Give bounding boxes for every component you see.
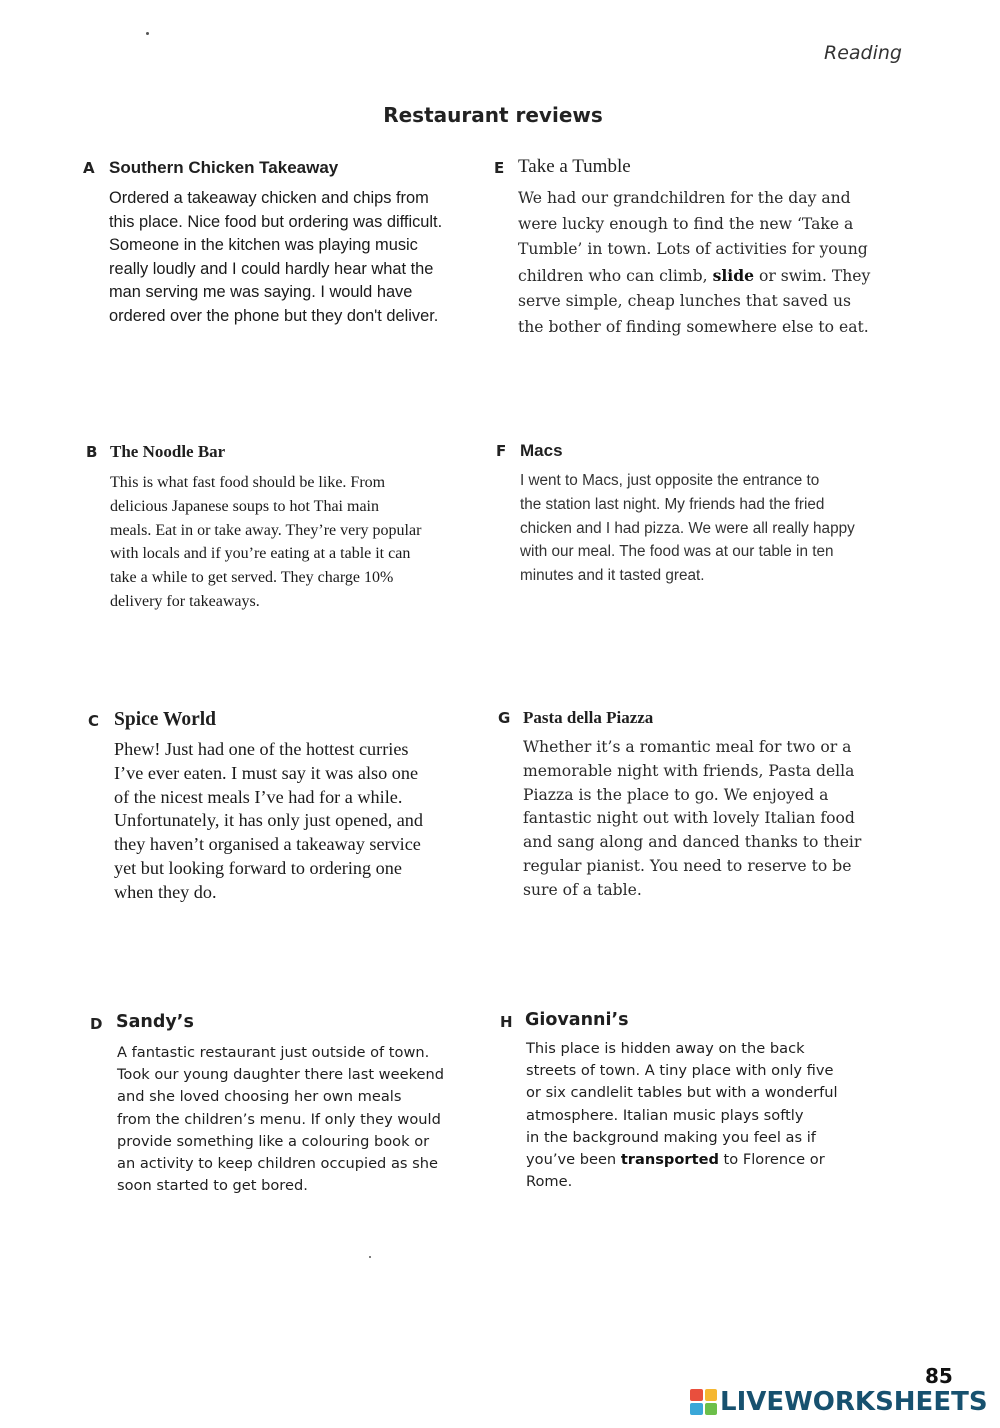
review-body: Phew! Just had one of the hottest curries I’ve ever eaten. I must say it was also one of the nicest meals I’ve had for a while. Unfortunately, it has only just opened, and they haven’t organised a takeaway service yet but looking forward to ordering one when they do.	[114, 739, 423, 902]
review-body: A fantastic restaurant just outside of town. Took our young daughter there last weekend and she loved choosing her own meals from the children’s menu. If only they would provide something like a colouring book or an activity to keep children occupied as she soon started to get bored.	[117, 1044, 444, 1195]
highlighted-word: transported	[620, 1151, 719, 1169]
review-body: Whether it’s a romantic meal for two or a memorable night with friends, Pasta della Piazza is the place to go. We enjoyed a fantastic night out with lovely Italian food and sang along and danced thanks to their regular pianist. You need to reserve to be sure of a table.	[523, 738, 862, 899]
review-body: Ordered a takeaway chicken and chips from this place. Nice food but ordering was difficult. Someone in the kitchen was playing music really loudly and I could hardly hear what the man serving me was saying. I would have ordered over the phone but they don't deliver.	[109, 189, 443, 325]
review-letter: B	[86, 443, 98, 461]
review-letter: A	[83, 159, 95, 177]
logo-square	[705, 1403, 718, 1415]
logo-square	[705, 1389, 718, 1401]
page-number: 85	[925, 1364, 953, 1388]
review-body: I went to Macs, just opposite the entrance to the station last night. My friends had the fried chicken and I had pizza. We were all really happy with our meal. The food was at our table in ten minutes and it tasted great.	[520, 472, 855, 585]
logo-square	[690, 1389, 703, 1401]
liveworksheets-logo-icon	[690, 1389, 717, 1415]
review-letter: E	[494, 159, 505, 177]
review-letter: D	[90, 1015, 103, 1033]
review-title: Spice World	[114, 709, 217, 730]
page-title: Restaurant reviews	[383, 103, 603, 127]
review-title: Southern Chicken Takeaway	[109, 158, 339, 177]
liveworksheets-brand[interactable]	[690, 1387, 988, 1417]
review-title: Sandy’s	[116, 1012, 194, 1032]
review-body: This is what fast food should be like. From delicious Japanese soups to hot Thai main meals. Eat in or take away. They’re very popular with locals and if you’re eating at a table it can take a while to get served. They charge 10% delivery for takeaways.	[110, 474, 422, 610]
section-label: Reading	[824, 42, 902, 64]
review-title: The Noodle Bar	[110, 442, 226, 461]
review-title: Giovanni’s	[525, 1010, 629, 1030]
review-title: Macs	[520, 441, 563, 460]
review-letter: H	[500, 1013, 513, 1031]
brand-name: LIVEWORKSHEETS	[720, 1387, 988, 1417]
review-letter: G	[498, 709, 511, 727]
logo-square	[690, 1403, 703, 1415]
review-title: Pasta della Piazza	[523, 708, 654, 727]
review-body: We had our grandchildren for the day and were lucky enough to find the new ‘Take a Tumble’ in town. Lots of activities for young children who can climb, slide or swim. They serve simple, cheap lunches that saved us the bother of finding somewhere else to eat.	[518, 189, 871, 336]
review-letter: F	[496, 442, 507, 460]
review-body: This place is hidden away on the back streets of town. A tiny place with only five or six candlelit tables but with a wonderful atmosphere. Italian music plays softly in the background making you feel as if you’ve been transported to Florence or Rome.	[526, 1040, 838, 1191]
review-title: Take a Tumble	[518, 156, 631, 177]
review-letter: C	[88, 712, 100, 730]
scan-speck	[369, 1256, 371, 1258]
scan-speck	[146, 32, 149, 35]
highlighted-word: slide	[712, 265, 755, 285]
